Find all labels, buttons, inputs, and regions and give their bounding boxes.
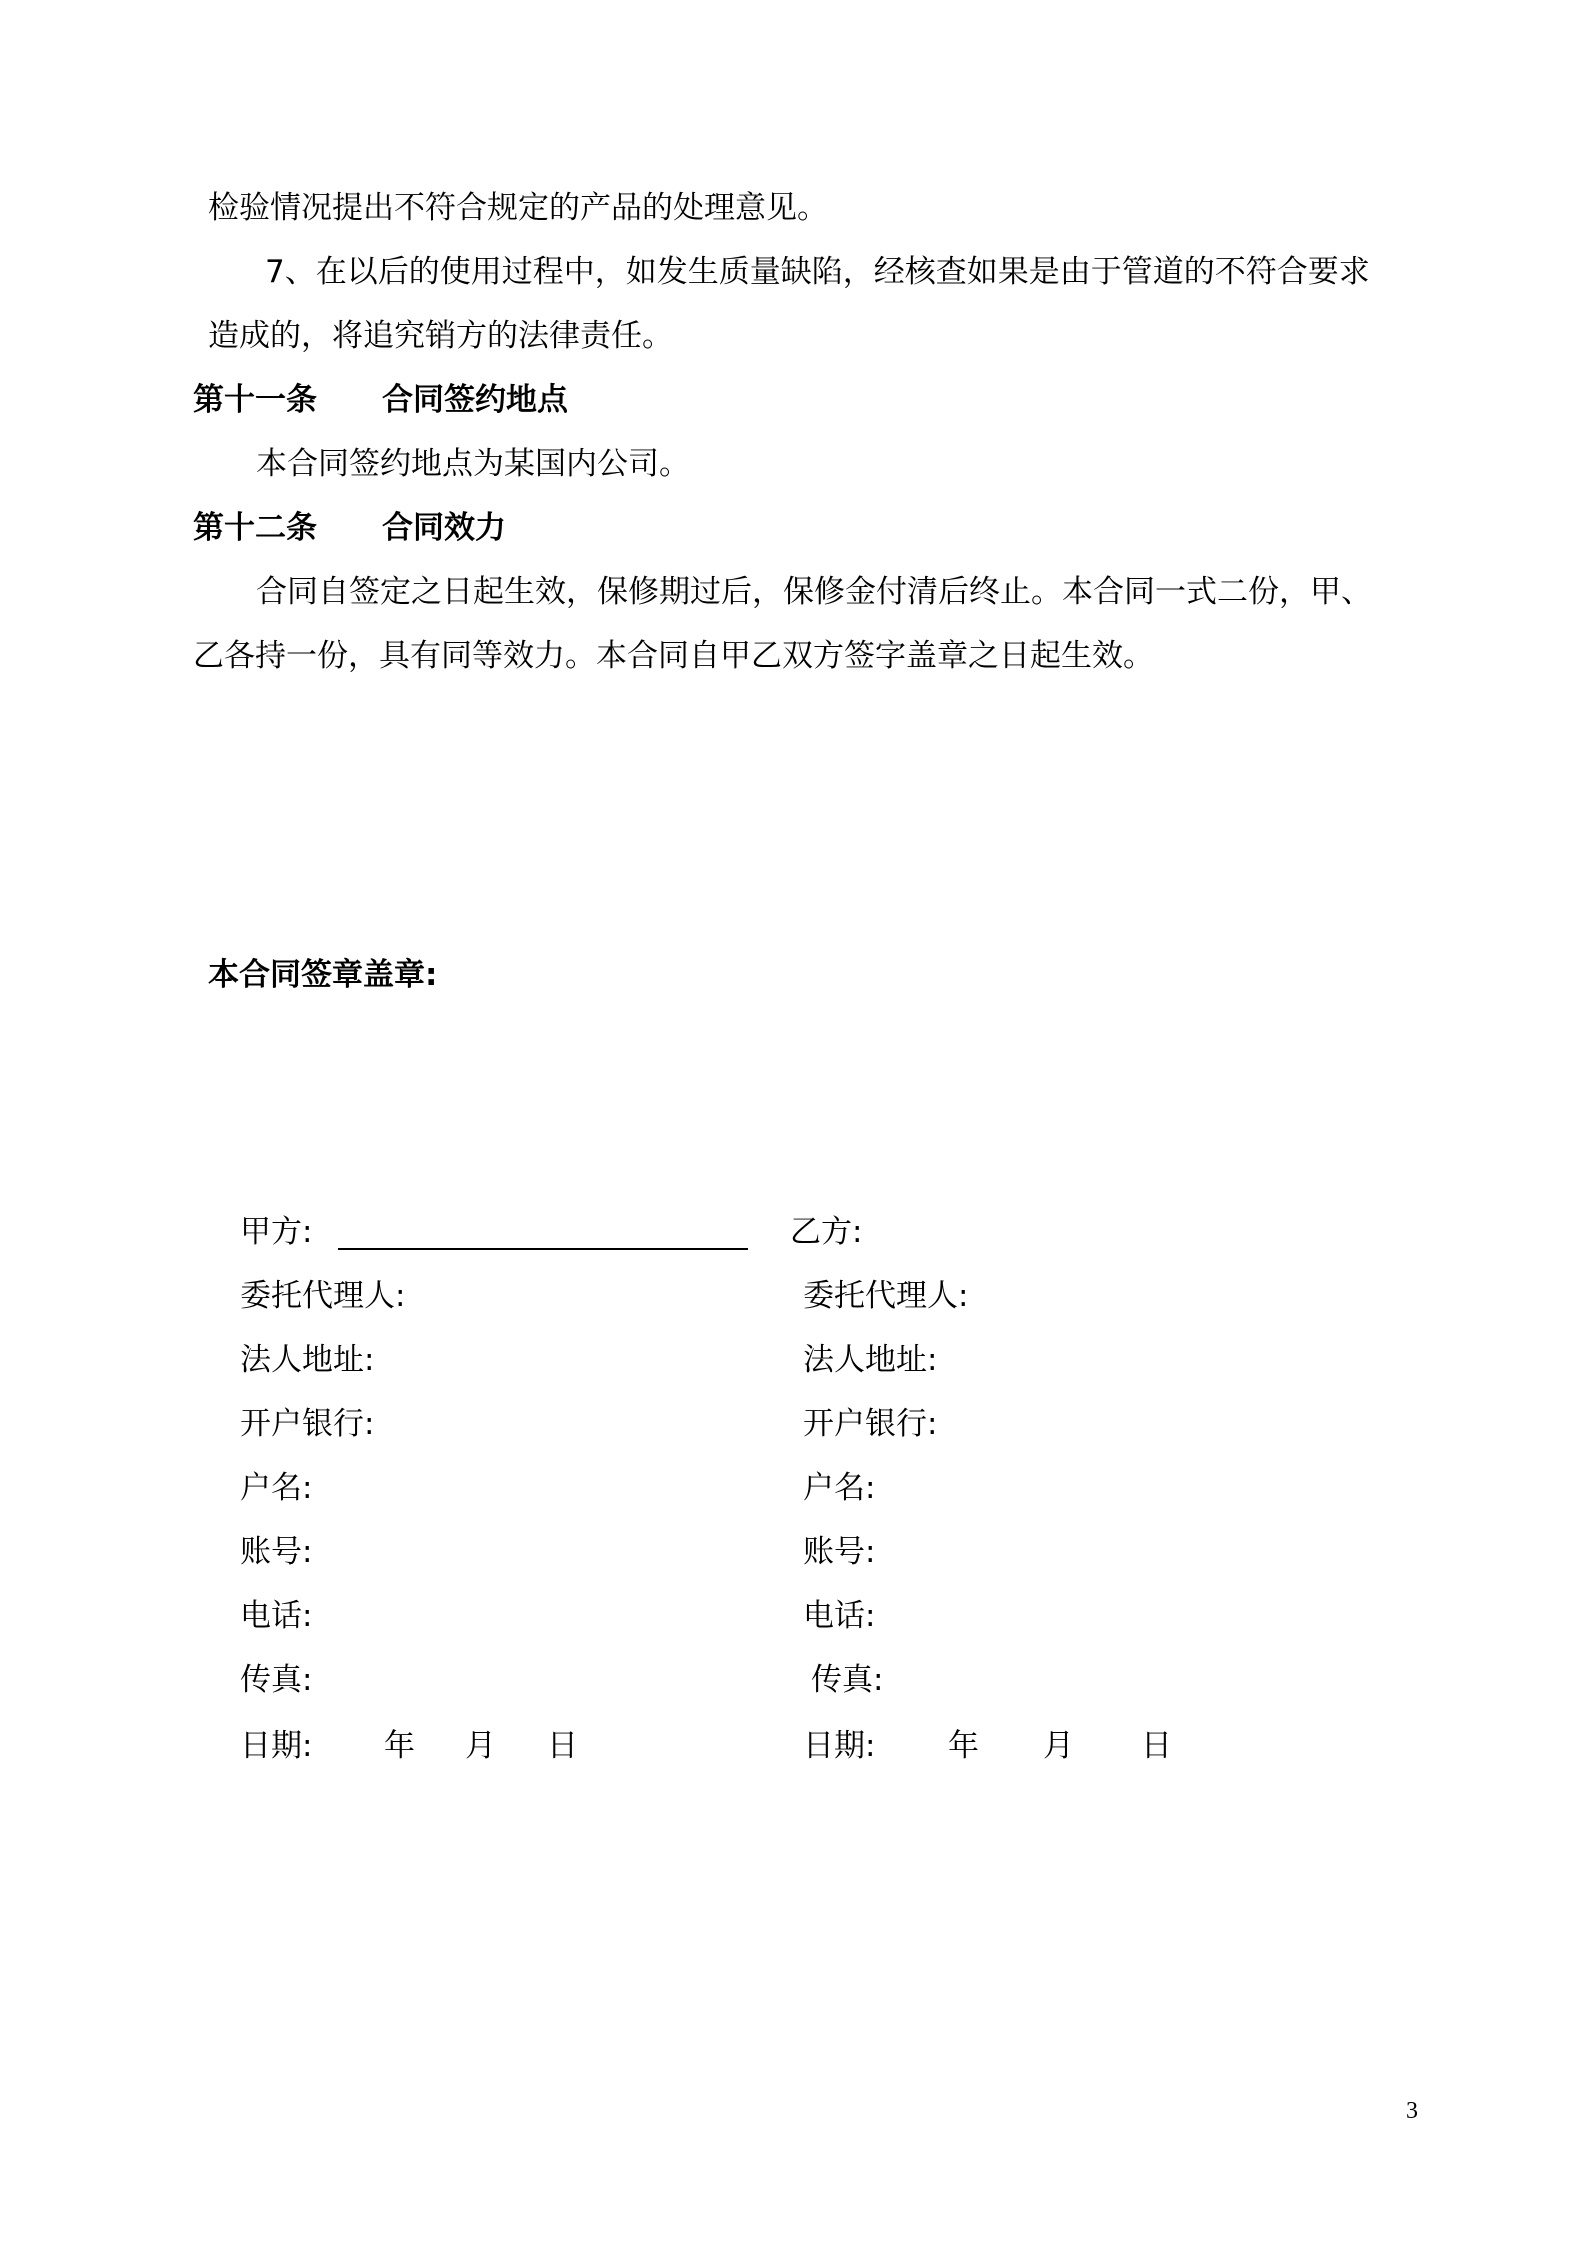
article-11-number: 第十一条 [193, 382, 317, 418]
party-b-fax-label: 传真: [811, 1662, 884, 1698]
signature-heading: 本合同签章盖章: [208, 957, 438, 993]
clause-7-line-2: 造成的，将追究销方的法律责任。 [208, 318, 673, 354]
party-b-label: 乙方: [790, 1214, 863, 1250]
article-12-text-line-1: 合同自签定之日起生效，保修期过后，保修金付清后终止。本合同一式二份，甲、 [256, 574, 1372, 610]
article-12-number: 第十二条 [193, 510, 317, 546]
party-a-label: 甲方: [240, 1214, 313, 1250]
clause-7-line-1: 7、在以后的使用过程中，如发生质量缺陷，经核查如果是由于管道的不符合要求 [265, 254, 1370, 290]
article-12-title: 合同效力 [382, 510, 506, 546]
party-b-account-number-label: 账号: [803, 1534, 876, 1570]
body-line-1: 检验情况提出不符合规定的产品的处理意见。 [208, 190, 828, 226]
party-a-date-year: 年 [384, 1728, 415, 1764]
party-a-account-number-label: 账号: [240, 1534, 313, 1570]
page-number: 3 [1406, 2098, 1418, 2124]
party-a-fax-label: 传真: [240, 1662, 313, 1698]
party-b-date-day: 日 [1141, 1728, 1172, 1764]
party-a-phone-label: 电话: [240, 1598, 313, 1634]
article-11-title: 合同签约地点 [382, 382, 568, 418]
party-a-bank-label: 开户银行: [240, 1406, 375, 1442]
party-b-date-year: 年 [948, 1728, 979, 1764]
party-a-date-day: 日 [547, 1728, 578, 1764]
article-11-text: 本合同签约地点为某国内公司。 [256, 446, 690, 482]
party-a-date-label: 日期: [240, 1728, 313, 1764]
party-b-address-label: 法人地址: [803, 1342, 938, 1378]
party-b-agent-label: 委托代理人: [803, 1278, 969, 1314]
party-a-account-name-label: 户名: [240, 1470, 313, 1506]
article-12-text-line-2: 乙各持一份，具有同等效力。本合同自甲乙双方签字盖章之日起生效。 [193, 638, 1154, 674]
party-b-phone-label: 电话: [803, 1598, 876, 1634]
party-b-date-label: 日期: [803, 1728, 876, 1764]
party-a-date-month: 月 [465, 1728, 496, 1764]
party-a-agent-label: 委托代理人: [240, 1278, 406, 1314]
party-a-address-label: 法人地址: [240, 1342, 375, 1378]
party-b-date-month: 月 [1043, 1728, 1074, 1764]
party-b-account-name-label: 户名: [803, 1470, 876, 1506]
party-a-signature-line [338, 1248, 748, 1250]
party-b-bank-label: 开户银行: [803, 1406, 938, 1442]
